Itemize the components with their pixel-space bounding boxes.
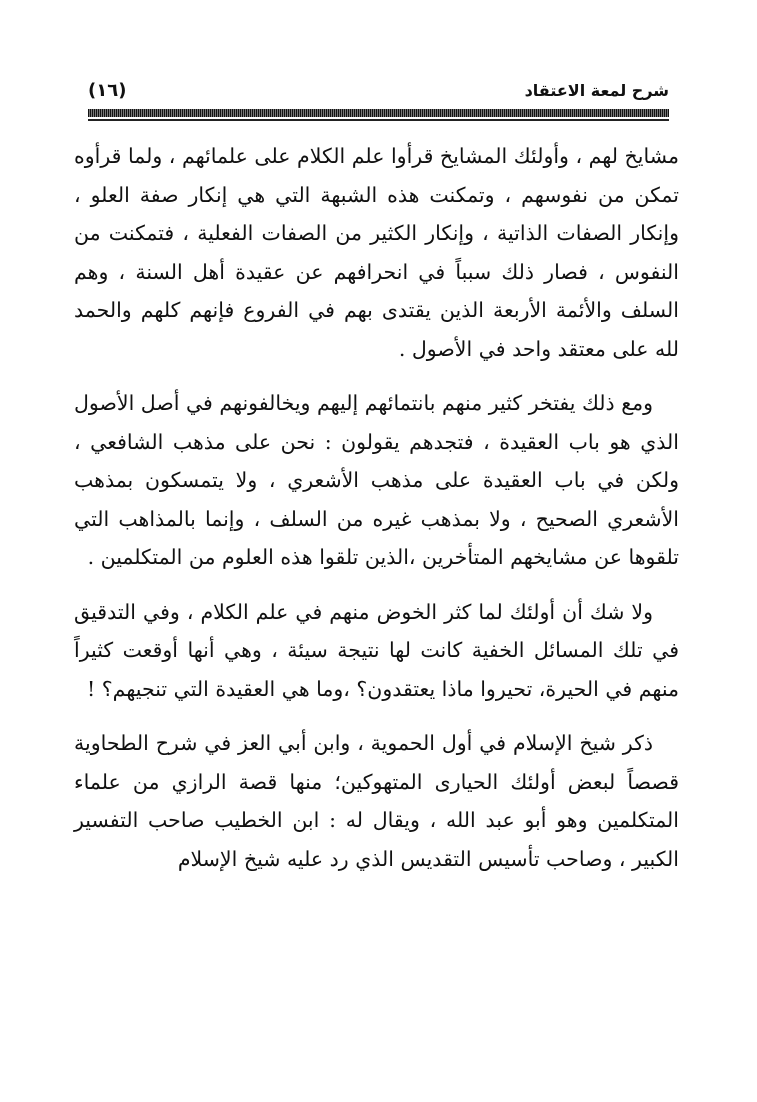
body-text	[74, 137, 679, 878]
running-title: شرح لمعة الاعتقاد	[524, 80, 669, 100]
paragraph-4: ذكر شيخ الإسلام في أول الحموية ، وابن أبي العز في شرح الطحاوية قصصاً لبعض أولئك الحيارى المتهوكين؛ منها قصة الرازي من علماء المتكلمين وهو أبو عبد الله ، ويقال له : ابن الخطيب صاحب التفسير الكبير ، وصاحب تأسيس التقديس الذي رد عليه شيخ الإسلام	[74, 731, 679, 871]
paragraph-2: ومع ذلك يفتخر كثير منهم بانتمائهم إليهم ويخالفونهم في أصل الأصول الذي هو باب العقيدة ، فتجدهم يقولون : نحن على مذهب الشافعي ، ولكن في باب العقيدة على مذهب الأشعري ، ولا يتمسكون بمذهب الأشعري الصحيح ، ولا بمذهب غيره من السلف ، وإنما بالمذاهب التي تلقوها عن مشايخهم المتأخرين ،الذين تلقوا هذه العلوم من المتكلمين .	[74, 391, 679, 569]
page-number: (١٦)	[88, 79, 127, 101]
page-header	[88, 74, 669, 106]
header-rule	[88, 109, 669, 117]
paragraph-3: ولا شك أن أولئك لما كثر الخوض منهم في علم الكلام ، وفي التدقيق في تلك المسائل الخفية كانت لها نتيجة سيئة ، وهي أنها أوقعت كثيراً منهم في الحيرة، تحيروا ماذا يعتقدون؟ ،وما هي العقيدة التي تنجيهم؟ !	[74, 599, 679, 701]
header-rule-thin	[88, 119, 669, 121]
paragraph-1: مشايخ لهم ، وأولئك المشايخ قرأوا علم الكلام على علمائهم ، ولما قرأوه تمكن من نفوسهم ، وتمكنت هذه الشبهة التي هي إنكار صفة العلو ، وإنكار الصفات الذاتية ، وإنكار الكثير من الصفات الفعلية ، فتمكنت من النفوس ، فصار ذلك سبباً في انحرافهم عن عقيدة أهل السنة ، وهم السلف والأئمة الأربعة الذين يقتدى بهم في الفروع فإنهم كلهم والحمد لله على معتقد واحد في الأصول .	[74, 144, 679, 361]
